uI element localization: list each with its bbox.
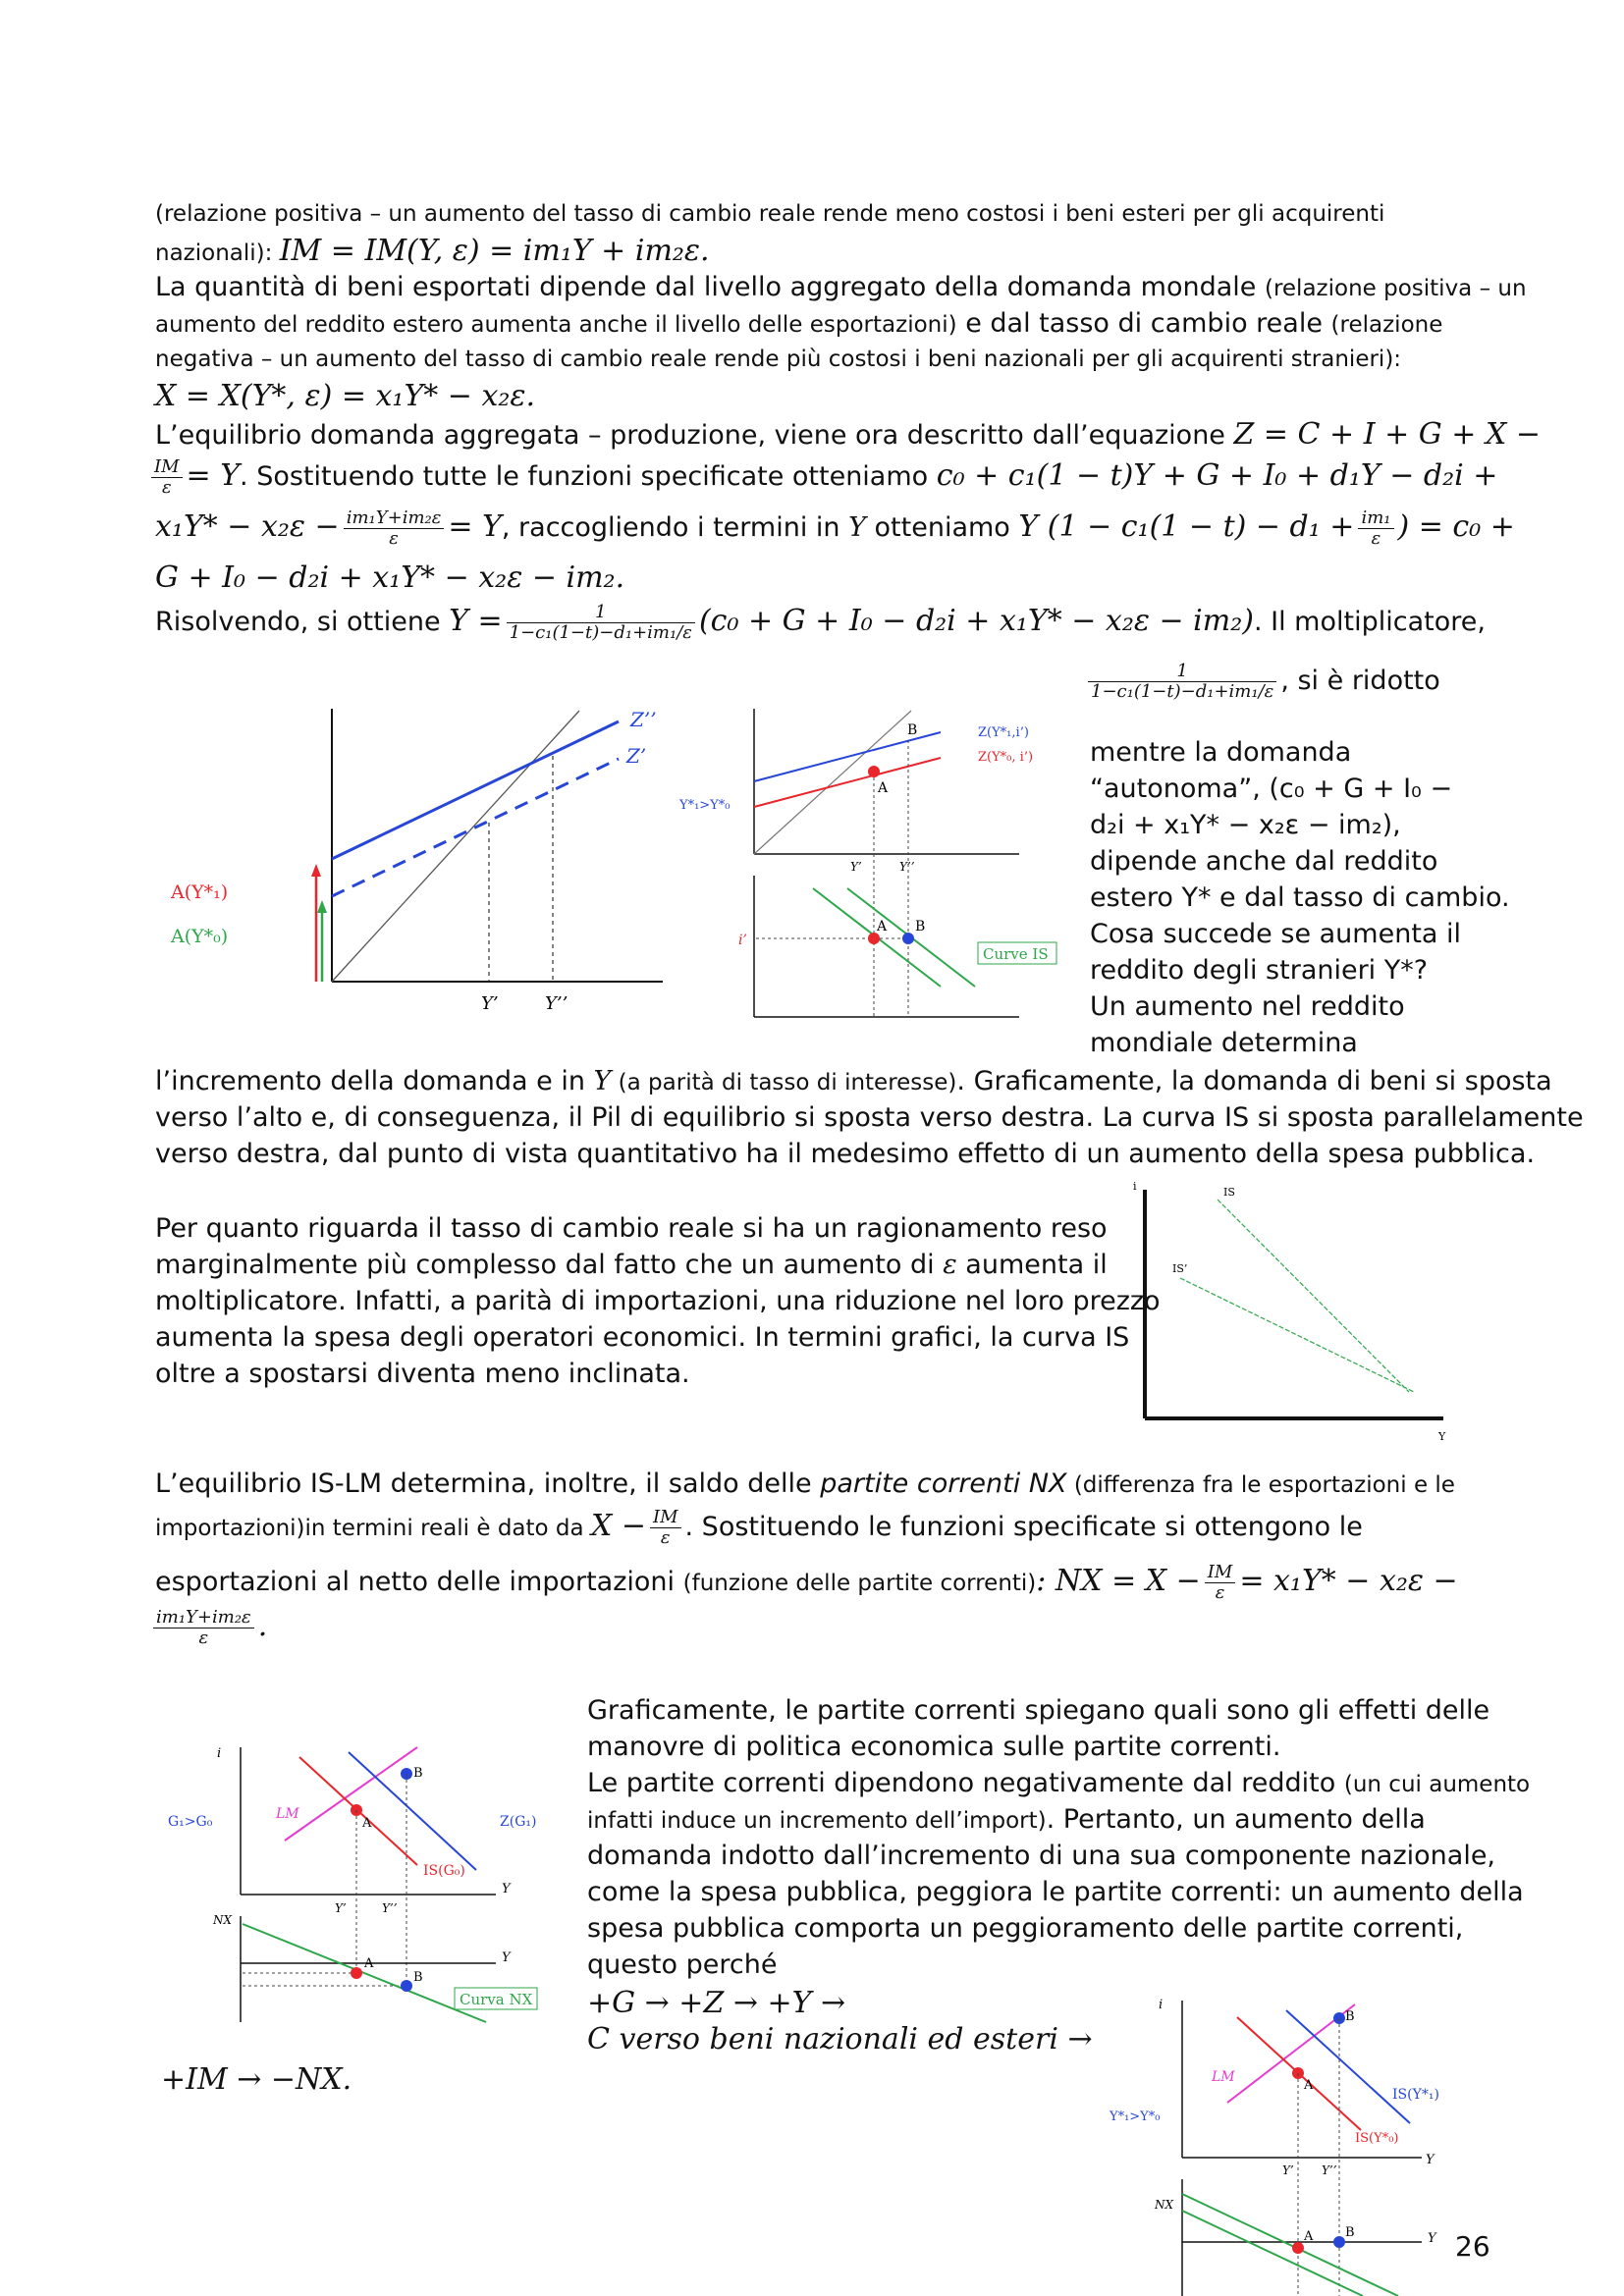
- fraction-denominator: ε: [198, 1628, 209, 1648]
- label-curve: Curva NX: [460, 1991, 533, 2008]
- text-line: estero Y* e dal tasso di cambio.: [1090, 882, 1510, 913]
- fraction: [1358, 508, 1393, 549]
- text-line: “autonoma”, (c₀ + G + I₀ −: [1090, 774, 1453, 804]
- text-fragment: . Sostituendo le funzioni specificate si ottengono le: [684, 1512, 1363, 1542]
- text-line: negativa – un aumento del tasso di cambio reale rende più costosi i beni nazionali per gli acquirenti stranieri):: [155, 347, 1402, 372]
- fraction-numerator: IM: [1205, 1563, 1236, 1583]
- text-fragment: infatti induce un incremento dell’import): [587, 1808, 1047, 1834]
- a1-arrow-head: [311, 864, 321, 877]
- text-line: verso l’alto e, di conseguenza, il Pil di equilibrio si sposta verso destra. La curva IS si sposta parallelamente: [155, 1102, 1584, 1133]
- label-b: B: [907, 722, 918, 738]
- formula: : NX = X −: [1036, 1564, 1201, 1598]
- text-line: moltiplicatore. Infatti, a parità di importazioni, una riduzione nel loro prezzo: [155, 1286, 1161, 1316]
- text-line: [155, 1508, 1363, 1548]
- text-fragment: Le partite correnti dipendono negativamente dal reddito: [587, 1768, 1344, 1798]
- text-line: dipende anche dal reddito: [1090, 846, 1438, 877]
- text-fragment: (differenza fra le esportazioni e le: [1066, 1472, 1455, 1498]
- label-i: i: [1159, 1998, 1164, 2012]
- nx-curve-1: [1182, 2211, 1363, 2296]
- fraction: [153, 1608, 254, 1648]
- text-line: [149, 1608, 267, 1648]
- text-fragment: (un cui aumento: [1343, 1772, 1531, 1797]
- text-line: [155, 603, 1486, 643]
- text-line: [155, 416, 1541, 454]
- text-line: (relazione positiva – un aumento del tasso di cambio reale rende meno costosi i beni esteri per gli acquirenti: [155, 201, 1385, 227]
- label-condition: Y*₁>Y*₀: [1110, 2109, 1161, 2124]
- islm-nx-chart-ystar: [1098, 1983, 1471, 2296]
- text-fragment: ε: [943, 1250, 957, 1280]
- label-a-nx: A: [1304, 2229, 1314, 2244]
- formula: x₁Y* − x₂ε −: [155, 509, 340, 544]
- label-curve: Curve IS: [983, 945, 1049, 963]
- formula: ) = c₀ +: [1397, 509, 1515, 544]
- point-a-nx: [351, 1967, 362, 1979]
- formula: .: [257, 1609, 268, 1643]
- label-is-prime: IS’: [1172, 1262, 1188, 1275]
- text-line: [1084, 662, 1440, 702]
- text-fragment: . Graficamente, la domanda di beni si sposta: [956, 1066, 1552, 1096]
- label-lm: LM: [1212, 2069, 1235, 2085]
- text-line: come la spesa pubblica, peggiora le partite correnti: un aumento della: [587, 1877, 1524, 1907]
- islm-nx-chart-g: [162, 1728, 565, 2040]
- text-fragment: aumento del reddito estero aumenta anche il livello delle esportazioni): [155, 312, 957, 338]
- demand-shift-chart: [157, 697, 668, 1021]
- text-fragment: (relazione positiva – un: [1264, 276, 1527, 301]
- z1-line: [332, 759, 619, 896]
- text-line: Un aumento nel reddito: [1090, 991, 1405, 1022]
- label-condition: Y*₁>Y*₀: [679, 798, 731, 813]
- formula: Y =: [449, 604, 503, 638]
- text-line: [147, 457, 1497, 498]
- formula: = Y: [186, 458, 241, 493]
- label-y2: Y’’: [545, 993, 568, 1014]
- fraction-numerator: im₁Y+im₂ε: [153, 1608, 254, 1629]
- label-b-nx: B: [1345, 2225, 1355, 2240]
- fraction-denominator: ε: [161, 477, 172, 498]
- text-line: [155, 233, 710, 272]
- label-a: A: [1304, 2078, 1314, 2093]
- text-fragment: partite correnti NX: [820, 1468, 1067, 1499]
- formula: IM = IM(Y, ε) = im₁Y + im₂ε.: [279, 234, 710, 268]
- label-a0: A(Y*₀): [171, 926, 229, 947]
- fraction: [650, 1508, 681, 1548]
- is-rotation-chart: [1119, 1178, 1453, 1453]
- z1-line: [754, 732, 941, 781]
- text-fragment: importazioni): [155, 1516, 305, 1541]
- fraction: [1088, 662, 1276, 702]
- is-y1-curve: [1286, 2010, 1410, 2123]
- z0-line: [754, 758, 941, 807]
- label-y1: Y’: [481, 993, 499, 1014]
- label-a-nx: A: [364, 1956, 374, 1971]
- text-line: [155, 269, 1527, 307]
- label-y2: Y’’: [382, 1901, 398, 1915]
- formula: +IM → −NX.: [161, 2062, 352, 2097]
- fraction-numerator: 1: [507, 603, 695, 623]
- formula: X −: [590, 1509, 646, 1543]
- text-fragment: L’equilibrio domanda aggregata – produzione, viene ora descritto dall’equazione: [155, 420, 1234, 451]
- formula: = Y: [448, 509, 502, 544]
- fraction-denominator: ε: [389, 528, 399, 549]
- label-is-y0: IS(Y*₀): [1355, 2131, 1399, 2146]
- is-curve: [1218, 1200, 1409, 1392]
- text-fragment: (funzione delle partite correnti): [682, 1571, 1037, 1596]
- text-fragment: in termini reali è dato da: [304, 1516, 591, 1541]
- text-line: [155, 1563, 1458, 1603]
- text-fragment: La quantità di beni esportati dipende dal livello aggregato della domanda mondale: [155, 272, 1265, 302]
- text-fragment: . Sostituendo tutte le funzioni specificate otteniamo: [240, 461, 937, 492]
- text-fragment: , si è ridotto: [1280, 666, 1440, 696]
- label-y2: Y’’: [1322, 2163, 1337, 2177]
- fraction-denominator: 1−c₁(1−t)−d₁+im₁/ε: [509, 622, 692, 643]
- fraction: [151, 457, 183, 498]
- text-line: [155, 508, 1515, 549]
- text-line: oltre a spostarsi diventa meno inclinata.: [155, 1359, 690, 1389]
- formula: X = X(Y*, ε) = x₁Y* − x₂ε.: [155, 379, 536, 413]
- text-line: [587, 1801, 1426, 1840]
- text-fragment: esportazioni al netto delle importazioni: [155, 1567, 683, 1597]
- fraction-denominator: ε: [1371, 528, 1381, 549]
- formula: C verso beni nazionali ed esteri →: [587, 2022, 1093, 2056]
- point-b-is: [902, 933, 914, 944]
- label-is-g0: IS(G₀): [423, 1863, 465, 1879]
- label-y1: Y’: [850, 860, 862, 874]
- formula: (c₀ + G + I₀ − d₂i + x₁Y* − x₂ε − im₂): [698, 604, 1254, 638]
- fraction-denominator: ε: [660, 1527, 671, 1548]
- formula: = x₁Y* − x₂ε −: [1239, 1564, 1458, 1598]
- label-z1: Z(Y*₁,i’): [978, 725, 1029, 740]
- text-line: spesa pubblica comporta un peggioramento delle partite correnti,: [587, 1913, 1464, 1944]
- label-y1: Y’: [335, 1901, 347, 1915]
- label-b-is: B: [915, 919, 926, 934]
- fraction-denominator: 1−c₁(1−t)−d₁+im₁/ε: [1091, 681, 1274, 702]
- text-fragment: . Pertanto, un aumento della: [1046, 1804, 1426, 1835]
- fraction-numerator: im₁Y+im₂ε: [344, 508, 445, 529]
- label-nx: NX: [1155, 2198, 1174, 2212]
- text-line: [155, 305, 1442, 344]
- label-z0: Z(Y*₀, i’): [978, 750, 1034, 765]
- text-fragment: nazionali):: [155, 240, 280, 266]
- formula: Z = C + I + G + X −: [1233, 417, 1541, 452]
- point-a-nx: [1292, 2242, 1304, 2254]
- is-prime-curve: [1180, 1278, 1414, 1392]
- label-y: Y: [1438, 1430, 1446, 1443]
- formula: Y (1 − c₁(1 − t) − d₁ +: [1018, 509, 1355, 544]
- formula: G + I₀ − d₂i + x₁Y* − x₂ε − im₂.: [155, 561, 625, 595]
- label-is: IS: [1223, 1186, 1235, 1199]
- text-line: aumenta la spesa degli operatori economici. In termini grafici, la curva IS: [155, 1322, 1130, 1353]
- label-a-is: A: [877, 919, 888, 934]
- text-fragment: , raccogliendo i termini in: [501, 512, 849, 543]
- text-fragment: Y: [593, 1066, 612, 1096]
- text-line: Per quanto riguarda il tasso di cambio reale si ha un ragionamento reso: [155, 1213, 1108, 1244]
- text-line: [155, 1063, 1552, 1101]
- text-fragment: aumenta il: [956, 1250, 1108, 1280]
- text-line: domanda indotto dall’incremento di una sua componente nazionale,: [587, 1841, 1496, 1871]
- label-y-bottom: Y: [502, 1950, 511, 1965]
- label-i: i: [1133, 1180, 1137, 1193]
- a0-arrow-head: [317, 900, 327, 913]
- label-a: A: [878, 780, 889, 796]
- label-z1: Z’: [626, 744, 647, 768]
- is-shift-chart: [676, 697, 1078, 1027]
- label-lm: LM: [276, 1806, 299, 1822]
- text-fragment: Y: [848, 512, 866, 543]
- label-condition: G₁>G₀: [168, 1814, 213, 1830]
- text-line: verso destra, dal punto di vista quantitativo ha il medesimo effetto di un aumento della spesa pubblica.: [155, 1139, 1536, 1169]
- fraction-numerator: IM: [151, 457, 183, 478]
- label-y2: Y’’: [899, 860, 915, 874]
- label-i: i: [217, 1746, 222, 1761]
- formula: c₀ + c₁(1 − t)Y + G + I₀ + d₁Y − d₂i +: [936, 458, 1498, 493]
- label-z-g1: Z(G₁): [500, 1814, 537, 1830]
- text-line: [155, 1466, 1455, 1504]
- text-fragment: marginalmente più complesso dal fatto che un aumento di: [155, 1250, 944, 1280]
- label-i: i’: [738, 933, 747, 948]
- text-line: mondiale determina: [1090, 1028, 1358, 1058]
- text-line: Cosa succede se aumenta il: [1090, 919, 1462, 949]
- text-fragment: L’equilibrio IS-LM determina, inoltre, il saldo delle: [155, 1468, 821, 1499]
- text-fragment: (a parità di tasso di interesse): [611, 1070, 957, 1095]
- label-y1: Y’: [1282, 2163, 1294, 2177]
- label-b: B: [413, 1766, 423, 1781]
- fraction-denominator: ε: [1215, 1582, 1225, 1603]
- text-line: Graficamente, le partite correnti spiegano quali sono gli effetti delle: [587, 1695, 1490, 1726]
- fraction-numerator: im₁: [1358, 508, 1393, 529]
- text-fragment: e dal tasso di cambio reale: [956, 308, 1331, 339]
- fraction-numerator: IM: [650, 1508, 681, 1528]
- fraction-numerator: 1: [1088, 662, 1276, 682]
- text-line: [155, 1247, 1108, 1283]
- fraction: [1205, 1563, 1236, 1603]
- fraction: [344, 508, 445, 549]
- label-b-nx: B: [413, 1970, 423, 1985]
- 45-degree-line: [332, 711, 579, 982]
- text-line: questo perché: [587, 1949, 778, 1980]
- z2-line: [332, 721, 619, 859]
- text-fragment: Risolvendo, si ottiene: [155, 607, 450, 637]
- point-b-nx: [401, 1980, 412, 1992]
- label-y-bottom: Y: [1428, 2231, 1436, 2246]
- point-a: [868, 766, 880, 777]
- label-y: Y: [1426, 2153, 1435, 2167]
- text-fragment: . Il moltiplicatore,: [1253, 607, 1486, 637]
- z-g1-curve: [349, 1752, 476, 1870]
- point-b-nx: [1333, 2236, 1345, 2248]
- nx-curve-0: [1182, 2194, 1398, 2296]
- label-y: Y: [502, 1882, 511, 1896]
- text-line: reddito degli stranieri Y*?: [1090, 955, 1429, 986]
- text-line: [587, 1765, 1530, 1803]
- text-line: manovre di politica economica sulle partite correnti.: [587, 1732, 1281, 1762]
- label-is-y1: IS(Y*₁): [1392, 2087, 1439, 2103]
- fraction: [507, 603, 695, 643]
- text-fragment: l’incremento della domanda e in: [155, 1066, 594, 1096]
- page-number: 26: [1455, 2230, 1490, 2263]
- formula: +G → +Z → +Y →: [587, 1986, 846, 2020]
- label-a1: A(Y*₁): [171, 881, 229, 903]
- text-fragment: otteniamo: [865, 512, 1019, 543]
- text-line: d₂i + x₁Y* − x₂ε − im₂),: [1090, 810, 1401, 840]
- text-fragment: (relazione: [1330, 312, 1443, 338]
- text-line: mentre la domanda: [1090, 737, 1352, 768]
- label-z2: Z’’: [630, 708, 657, 731]
- label-nx: NX: [213, 1913, 233, 1927]
- label-b: B: [1345, 2009, 1355, 2024]
- label-a: A: [362, 1816, 372, 1831]
